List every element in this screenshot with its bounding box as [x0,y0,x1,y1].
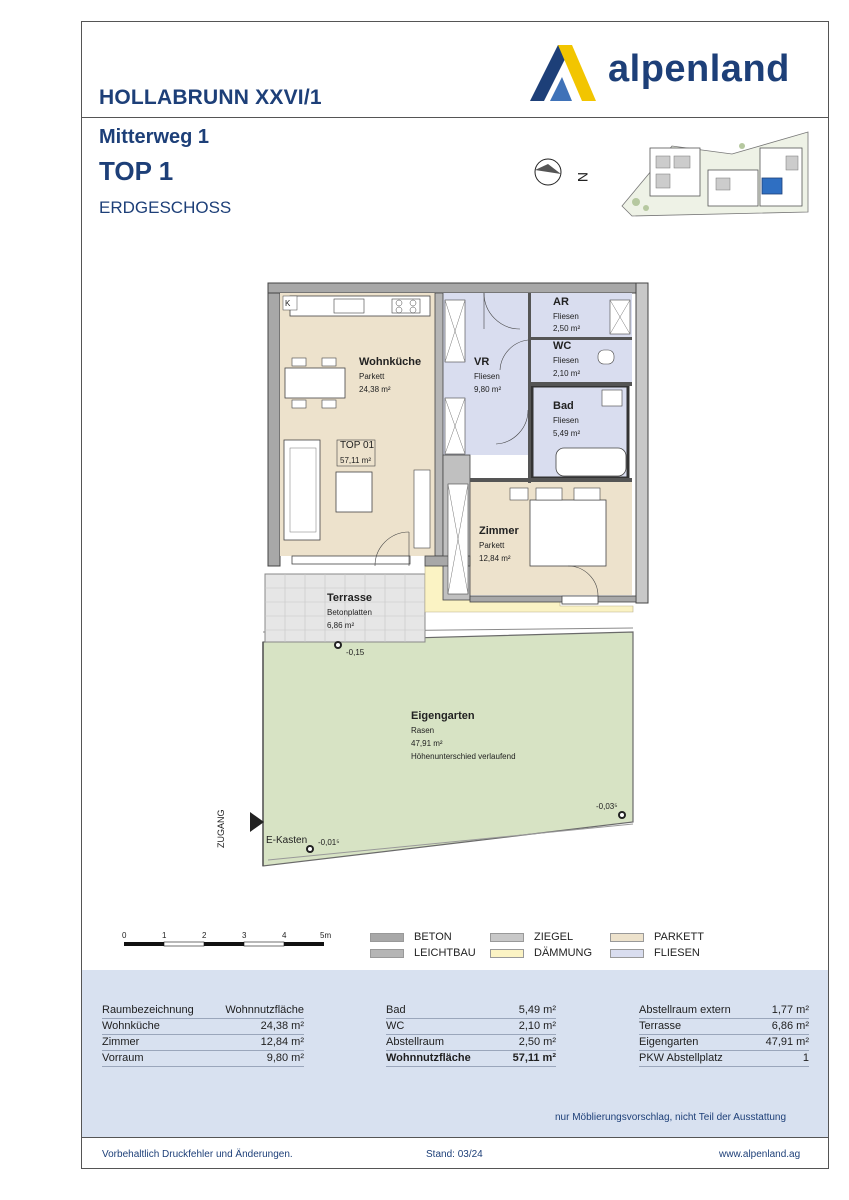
street-address: Mitterweg 1 [99,126,210,148]
row-label: Zimmer [102,1036,140,1048]
north-label: N [575,172,591,183]
legend-ziegel [490,931,573,943]
legend-leichtbau [370,947,476,959]
room-area-vr: 9,80 m² [474,385,502,394]
room-surface-wc: Fliesen [553,356,579,365]
total-label: Wohnnutzfläche [386,1052,471,1064]
row-label: Terrasse [639,1020,682,1032]
room-name-vr: VR [474,356,490,368]
room-area-wohnkueche: 24,38 m² [359,385,391,394]
room-area-terrasse: 6,86 m² [327,621,355,630]
room-surface-vr: Fliesen [474,372,500,381]
table-header-row [102,1003,304,1019]
floor-label: ERDGESCHOSS [99,198,232,217]
room-name-wc: WC [553,340,572,352]
room-name-terrasse: Terrasse [327,592,373,604]
legend-swatch-parkett [610,933,644,942]
scale-bar [120,928,340,952]
scale-tick-1: 1 [162,931,167,940]
room-surface-eigengarten: Rasen [411,726,435,735]
legend-label-parkett: PARKETT [654,931,704,943]
footer-divider [81,1137,829,1138]
room-surface-ar: Fliesen [553,312,579,321]
legend-swatch-fliesen [610,949,644,958]
legend-label-beton: BETON [414,931,452,943]
footer-status: Stand: 03/24 [426,1149,483,1160]
table-row [102,1019,304,1035]
row-label: PKW Abstellplatz [639,1052,723,1064]
row-value: 12,84 m² [260,1036,304,1048]
table-row [386,1003,556,1019]
room-area-bad: 5,49 m² [553,429,581,438]
table-row [102,1035,304,1051]
table-row [639,1003,809,1019]
row-value: 1,77 m² [771,1004,809,1016]
legend-label-fliesen: FLIESEN [654,947,700,959]
furniture-note: nur Möblierungsvorschlag, nicht Teil der Ausstattung [555,1112,787,1123]
footer-disclaimer: Vorbehaltlich Druckfehler und Änderungen. [102,1149,293,1160]
row-value: 5,49 m² [518,1004,556,1016]
room-area-eigengarten: 47,91 m² [411,739,443,748]
project-title: HOLLABRUNN XXVI/1 [99,86,322,109]
access-label: ZUGANG [216,809,226,848]
level-marker-terrace [334,641,342,649]
legend-swatch-daemmung [490,949,524,958]
legend-parkett [610,931,704,943]
total-value: 57,11 m² [512,1052,556,1064]
footer-website-link[interactable]: www.alpenland.ag [719,1149,801,1160]
room-name-eigengarten: Eigengarten [411,710,475,722]
scale-tick-4: 4 [282,931,287,940]
room-surface-zimmer: Parkett [479,541,505,550]
unit-title: TOP 1 [99,156,174,186]
row-label: Bad [386,1004,406,1016]
level-marker-garden-left [306,845,314,853]
room-area-wc: 2,10 m² [553,369,581,378]
table-row [639,1051,809,1067]
kitchen-mark: K [285,299,291,308]
garden-note: Höhenunterschied verlaufend [411,752,516,761]
total-row [386,1051,556,1067]
table-row [102,1051,304,1067]
room-name-bad: Bad [553,400,574,412]
table-row [386,1019,556,1035]
row-label: Eigengarten [639,1036,699,1048]
table-header-right: Wohnnutzfläche [225,1004,304,1016]
unit-tag-name: TOP 01 [340,440,375,451]
legend-swatch-beton [370,933,404,942]
room-surface-terrasse: Betonplatten [327,608,372,617]
level-terrace: -0,15 [346,648,365,657]
legend-beton [370,931,452,943]
row-label: Wohnküche [102,1020,160,1032]
legend-swatch-leichtbau [370,949,404,958]
room-name-zimmer: Zimmer [479,525,519,537]
row-value: 2,50 m² [518,1036,556,1048]
legend-label-daemmung: DÄMMUNG [534,947,593,959]
legend-daemmung [490,947,592,959]
row-value: 24,38 m² [260,1020,304,1032]
legend-swatch-ziegel [490,933,524,942]
room-name-wohnkueche: Wohnküche [359,356,422,368]
room-name-ar: AR [553,296,569,308]
row-value: 9,80 m² [266,1052,304,1064]
scale-tick-0: 0 [122,931,127,940]
row-label: WC [386,1020,405,1032]
row-label: Abstellraum [386,1036,445,1048]
scale-tick-5: 5m [320,931,332,940]
row-value: 47,91 m² [765,1036,809,1048]
level-marker-garden-right [618,811,626,819]
level-garden-right: -0,03⁵ [596,802,618,811]
meter-box-label: E-Kasten [266,835,308,846]
scale-tick-2: 2 [202,931,207,940]
garden-area [263,632,633,866]
legend-fliesen [610,947,700,959]
room-surface-wohnkueche: Parkett [359,372,385,381]
level-garden-left: -0,01⁵ [318,838,340,847]
table-row [386,1035,556,1051]
legend-label-leichtbau: LEICHTBAU [414,947,476,959]
table-row [639,1035,809,1051]
logo-wordmark: alpenland [608,48,790,90]
scale-tick-3: 3 [242,931,247,940]
access-arrow-icon [250,812,264,832]
table-row [639,1019,809,1035]
table-header-left: Raumbezeichnung [102,1004,194,1016]
room-surface-bad: Fliesen [553,416,579,425]
row-value: 1 [802,1052,809,1064]
unit-tag-area: 57,11 m² [340,456,371,465]
legend-label-ziegel: ZIEGEL [534,931,574,943]
room-area-ar: 2,50 m² [553,324,581,333]
row-label: Vorraum [102,1052,144,1064]
room-area-zimmer: 12,84 m² [479,554,511,563]
row-value: 2,10 m² [518,1020,556,1032]
row-value: 6,86 m² [771,1020,809,1032]
row-label: Abstellraum extern [639,1004,731,1016]
